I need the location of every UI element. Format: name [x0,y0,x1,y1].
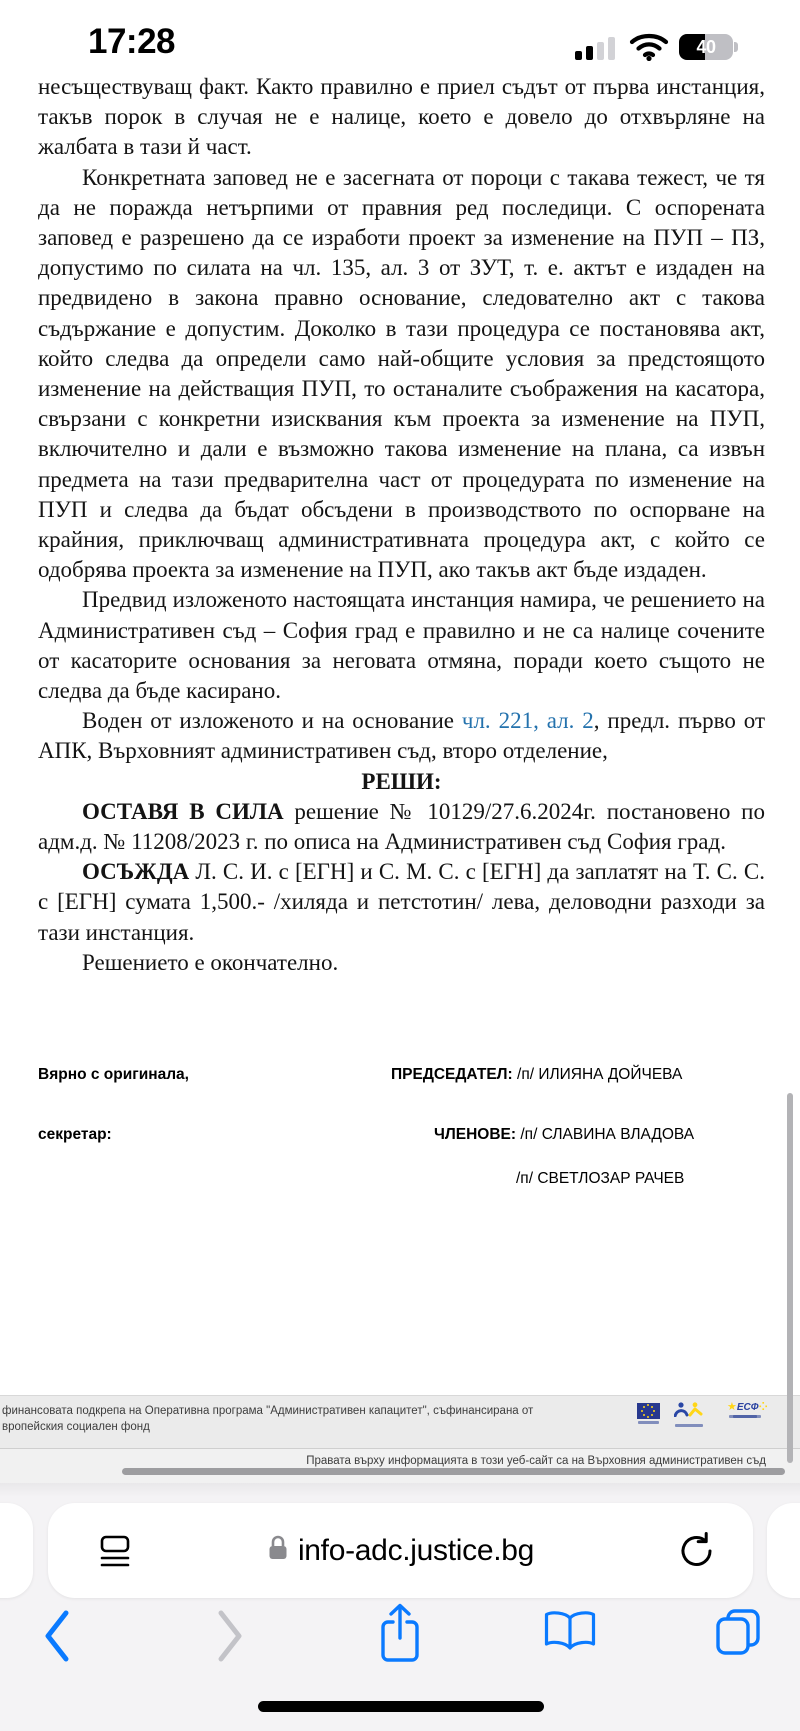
share-button[interactable] [378,1602,422,1669]
court-decision-document [38,72,765,978]
back-button[interactable] [40,1607,74,1670]
battery-icon [679,34,739,60]
heading-reshi: РЕШИ: [361,768,442,794]
paragraph-continuation: несъществуващ факт. Както правилно е приел съдът от първа инстанция, такъв порок в случая не е налице, което е довело до отхвърляне на жалбата в тази й част. [38,74,765,160]
forward-button[interactable] [213,1607,247,1670]
clock: 17:28 [88,22,176,61]
vertical-scrollbar[interactable] [787,1093,793,1463]
rights-text: Правата върху информацията в този уеб-сайт са на Върховния административен съд [306,1455,766,1467]
certified-copy-label: Вярно с оригинала, [38,1066,189,1083]
home-indicator[interactable] [258,1701,544,1712]
chairman-label: ПРЕДСЕДАТЕЛ: [391,1066,513,1083]
paragraph-predvid: Предвид изложеното настоящата инстанция намира, че решението на Административен съд – София град е правилно и не са налице сочените от касаторите основания за неговата отмяна, поради което същото не следва да бъде касирано. [38,587,765,704]
opak-programme-logo [674,1402,704,1420]
cellular-signal-icon [575,37,617,60]
status-bar [0,0,800,74]
paragraph-zapoved: Конкретната заповед не е засегната от пороци с такава тежест, че тя да не поражда нетърпими от правния ред последици. С оспорената заповед е разрешено да се изработи проект за изменение на ПУП – ПЗ, допустимо по силата на чл. 135, ал. 3 от ЗУТ, т. е. актът е издаден на предвидено в закона правно основание, следователно акт с такова съдържание е допустим. Доколко в тази процедура се постановява акт, който следва да определи само най-общите условия за предстоящото изменение на действащия ПУП, то останалите съображения на касатора, свързани с конкретни изисквания към проекта за изменение на ПУП, включително и дали е възможно такова изменение на плана, са извън предмета на тази предварителна част от процедурата по изменение на ПУП и следва да бъдат обсъдени в производството по оспорване на крайния, приключващ административната процедура акт, с който се одобрява проекта за изменение на ПУП, ако такъв акт бъде издаден. [38,164,765,583]
site-footer-rights [0,1448,800,1483]
eu-flag-logo [637,1403,660,1419]
members-label: ЧЛЕНОВЕ: [434,1126,517,1143]
paragraph-voden: Воден от изложеното и на основание чл. 221, ал. 2, предл. първо от АПК, Върховният административен съд, второ отделение, [38,708,765,764]
secretary-label: секретар: [38,1126,112,1143]
chairman-name: /п/ ИЛИЯНА ДОЙЧЕВА [517,1066,683,1083]
url-text: info-adc.justice.bg [297,1533,535,1567]
eu-funding-text: финансовата подкрепа на Оперативна програма "Административен капацитет", съфинансирана от вропейския социален фонд [2,1405,534,1433]
battery-percent: 40 [696,37,716,57]
esf-logo: ★ЕСФ⁘ [727,1400,763,1420]
legal-article-link[interactable]: чл. 221, ал. 2 [461,708,594,734]
member1-name: /п/ СЛАВИНА ВЛАДОВА [520,1126,695,1143]
paragraph-osazhda: ОСЪЖДА Л. С. И. с [ЕГН] и С. М. С. с [ЕГН] да заплатят на Т. С. С. с [ЕГН] сумата 1,500.- /хиляда и петстотин/ лева, деловодни разходи за тази инстанция. [38,859,765,945]
navigation-row [0,1483,800,1731]
tabs-button[interactable] [714,1607,764,1662]
esf-text: ЕСФ [736,1402,759,1413]
paragraph-ostavya: ОСТАВЯ В СИЛА решение № 10129/27.6.2024г. постановено по адм.д. № 11208/2023 г. по описа на Административен съд София град. [38,798,765,855]
wifi-icon [629,32,669,66]
member2-name: /п/ СВЕТЛОЗАР РАЧЕВ [516,1170,685,1187]
bookmarks-button[interactable] [543,1610,597,1661]
horizontal-scrollbar[interactable] [122,1468,785,1475]
esf-star-icon: ★ [727,1401,737,1413]
paragraph-final: Решението е окончателно. [82,949,339,975]
safari-bottom-bar [0,1483,800,1731]
site-footer-eu [0,1395,800,1448]
